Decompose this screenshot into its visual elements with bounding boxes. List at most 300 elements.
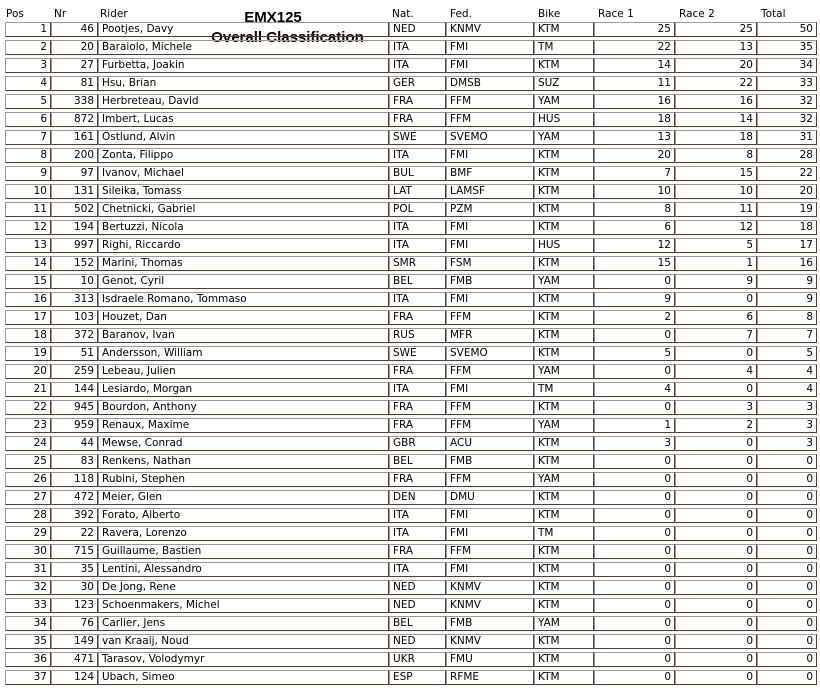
cell-race2: 0 [675,634,757,649]
cell-pos: 21 [5,382,51,397]
cell-total: 17 [757,238,817,253]
cell-bike: KTM [534,184,594,199]
table-row [5,364,818,382]
cell-race2: 12 [675,220,757,235]
cell-total: 33 [757,76,817,91]
table-row [5,220,818,238]
cell-nr: 194 [51,220,98,235]
cell-rider: Isdraele Romano, Tommaso [98,292,389,307]
cell-total: 22 [757,166,817,181]
table-row [5,148,818,166]
cell-bike: KTM [534,580,594,595]
cell-bike: YAM [534,94,594,109]
cell-rider: De Jong, Rene [98,580,389,595]
cell-pos: 29 [5,526,51,541]
cell-race1: 0 [594,328,675,343]
cell-rider: Ivanov, Michael [98,166,389,181]
cell-rider: Chetnicki, Gabriel [98,202,389,217]
cell-total: 32 [757,94,817,109]
cell-total: 0 [757,562,817,577]
cell-race2: 0 [675,382,757,397]
table-row [5,508,818,526]
cell-race2: 22 [675,76,757,91]
cell-pos: 8 [5,148,51,163]
cell-nr: 27 [51,58,98,73]
cell-rider: Baranov, Ivan [98,328,389,343]
cell-race2: 3 [675,400,757,415]
cell-pos: 4 [5,76,51,91]
cell-rider: Bourdon, Anthony [98,400,389,415]
cell-total: 8 [757,310,817,325]
cell-nat: ITA [389,508,446,523]
cell-race2: 6 [675,310,757,325]
table-row [5,670,818,688]
header-race2: Race 2 [679,8,715,20]
cell-pos: 22 [5,400,51,415]
cell-race1: 18 [594,112,675,127]
cell-pos: 20 [5,364,51,379]
cell-rider: Mewse, Conrad [98,436,389,451]
cell-nr: 161 [51,130,98,145]
cell-race1: 16 [594,94,675,109]
cell-nat: ITA [389,292,446,307]
cell-race2: 18 [675,130,757,145]
cell-fed: FMI [446,58,534,73]
cell-bike: HUS [534,238,594,253]
cell-nr: 144 [51,382,98,397]
cell-nr: 51 [51,346,98,361]
cell-rider: van Kraaij, Noud [98,634,389,649]
table-row [5,616,818,634]
cell-nr: 131 [51,184,98,199]
cell-nat: GER [389,76,446,91]
cell-nat: ITA [389,238,446,253]
cell-race1: 13 [594,130,675,145]
table-row [5,202,818,220]
cell-race2: 0 [675,616,757,631]
cell-pos: 27 [5,490,51,505]
cell-rider: Furbetta, Joakin [98,58,389,73]
table-row [5,166,818,184]
cell-pos: 37 [5,670,51,685]
cell-bike: KTM [534,292,594,307]
cell-pos: 34 [5,616,51,631]
cell-bike: YAM [534,418,594,433]
cell-nat: ITA [389,526,446,541]
cell-rider: Meier, Glen [98,490,389,505]
cell-race2: 0 [675,652,757,667]
cell-pos: 11 [5,202,51,217]
cell-rider: Rubini, Stephen [98,472,389,487]
cell-race1: 7 [594,166,675,181]
cell-total: 16 [757,256,817,271]
cell-nat: NED [389,580,446,595]
cell-rider: Herbreteau, David [98,94,389,109]
cell-race2: 0 [675,670,757,685]
cell-nat: BEL [389,274,446,289]
cell-nat: RUS [389,328,446,343]
table-row [5,184,818,202]
cell-rider: Schoenmakers, Michel [98,598,389,613]
cell-total: 0 [757,634,817,649]
cell-pos: 23 [5,418,51,433]
cell-fed: FMB [446,616,534,631]
cell-pos: 31 [5,562,51,577]
cell-nat: BEL [389,616,446,631]
cell-fed: FFM [446,112,534,127]
cell-bike: HUS [534,112,594,127]
cell-nr: 997 [51,238,98,253]
cell-pos: 1 [5,22,51,37]
cell-race2: 0 [675,508,757,523]
cell-bike: SUZ [534,76,594,91]
cell-fed: MFR [446,328,534,343]
cell-pos: 16 [5,292,51,307]
cell-nat: UKR [389,652,446,667]
cell-rider: Lentini, Alessandro [98,562,389,577]
cell-fed: FMI [446,562,534,577]
cell-race1: 0 [594,598,675,613]
cell-nr: 259 [51,364,98,379]
cell-race2: 10 [675,184,757,199]
cell-nat: SMR [389,256,446,271]
cell-race1: 0 [594,634,675,649]
cell-race1: 14 [594,58,675,73]
cell-fed: FMI [446,526,534,541]
cell-nr: 472 [51,490,98,505]
header-nr: Nr [54,8,67,20]
table-row [5,238,818,256]
cell-pos: 18 [5,328,51,343]
cell-race2: 15 [675,166,757,181]
cell-pos: 33 [5,598,51,613]
cell-fed: KNMV [446,580,534,595]
header-pos: Pos [6,8,24,20]
cell-rider: Andersson, William [98,346,389,361]
cell-nr: 471 [51,652,98,667]
cell-nr: 22 [51,526,98,541]
cell-pos: 15 [5,274,51,289]
cell-race1: 0 [594,490,675,505]
cell-race2: 0 [675,436,757,451]
cell-fed: FMI [446,40,534,55]
cell-fed: FFM [446,94,534,109]
cell-fed: FMU [446,652,534,667]
cell-race2: 1 [675,256,757,271]
cell-fed: FMI [446,508,534,523]
table-row [5,634,818,652]
cell-nr: 945 [51,400,98,415]
cell-race2: 9 [675,274,757,289]
cell-fed: SVEMO [446,346,534,361]
cell-rider: Sileika, Tomass [98,184,389,199]
table-row [5,130,818,148]
table-row [5,490,818,508]
cell-rider: Renkens, Nathan [98,454,389,469]
cell-rider: Zonta, Filippo [98,148,389,163]
table-row [5,598,818,616]
table-row [5,580,818,598]
cell-total: 28 [757,148,817,163]
cell-rider: Ostlund, Alvin [98,130,389,145]
cell-bike: YAM [534,274,594,289]
cell-total: 0 [757,490,817,505]
cell-race1: 4 [594,382,675,397]
cell-bike: KTM [534,436,594,451]
cell-total: 4 [757,382,817,397]
cell-total: 3 [757,400,817,415]
cell-race2: 0 [675,292,757,307]
cell-total: 0 [757,508,817,523]
cell-nr: 123 [51,598,98,613]
cell-rider: Righi, Riccardo [98,238,389,253]
cell-nat: ITA [389,40,446,55]
cell-nr: 313 [51,292,98,307]
cell-race2: 25 [675,22,757,37]
table-row [5,652,818,670]
table-row [5,382,818,400]
cell-race2: 0 [675,598,757,613]
cell-race1: 2 [594,310,675,325]
cell-total: 3 [757,418,817,433]
cell-race1: 8 [594,202,675,217]
header-fed: Fed. [450,8,472,20]
cell-pos: 6 [5,112,51,127]
cell-nat: ITA [389,220,446,235]
cell-pos: 28 [5,508,51,523]
cell-nr: 715 [51,544,98,559]
cell-nat: SWE [389,130,446,145]
table-row [5,94,818,112]
cell-pos: 12 [5,220,51,235]
cell-rider: Lesiardo, Morgan [98,382,389,397]
cell-total: 7 [757,328,817,343]
cell-nat: FRA [389,472,446,487]
cell-bike: KTM [534,310,594,325]
cell-nat: LAT [389,184,446,199]
cell-total: 0 [757,598,817,613]
table-row [5,418,818,436]
table-row [5,436,818,454]
cell-race1: 0 [594,616,675,631]
cell-fed: FFM [446,364,534,379]
cell-race1: 20 [594,148,675,163]
results-table [5,22,818,688]
cell-total: 0 [757,454,817,469]
cell-total: 20 [757,184,817,199]
cell-total: 0 [757,652,817,667]
cell-nat: ITA [389,562,446,577]
table-row [5,562,818,580]
table-row [5,310,818,328]
cell-bike: KTM [534,454,594,469]
cell-race2: 0 [675,454,757,469]
header-nat: Nat. [392,8,414,20]
cell-race1: 25 [594,22,675,37]
cell-nat: ITA [389,148,446,163]
cell-bike: YAM [534,364,594,379]
cell-bike: KTM [534,166,594,181]
cell-bike: YAM [534,616,594,631]
cell-total: 19 [757,202,817,217]
cell-rider: Marini, Thomas [98,256,389,271]
cell-bike: KTM [534,256,594,271]
cell-race1: 6 [594,220,675,235]
cell-total: 3 [757,436,817,451]
cell-nr: 35 [51,562,98,577]
table-row [5,112,818,130]
cell-nat: DEN [389,490,446,505]
cell-race2: 0 [675,526,757,541]
cell-nat: POL [389,202,446,217]
cell-nat: NED [389,634,446,649]
cell-nat: ITA [389,58,446,73]
cell-race2: 20 [675,58,757,73]
cell-fed: FMI [446,292,534,307]
cell-bike: KTM [534,634,594,649]
cell-rider: Ubach, Simeo [98,670,389,685]
cell-total: 0 [757,616,817,631]
cell-total: 0 [757,544,817,559]
cell-total: 18 [757,220,817,235]
cell-nr: 44 [51,436,98,451]
cell-nr: 30 [51,580,98,595]
cell-bike: YAM [534,472,594,487]
cell-nr: 152 [51,256,98,271]
table-row [5,22,818,40]
table-row [5,544,818,562]
cell-bike: KTM [534,562,594,577]
cell-fed: FFM [446,310,534,325]
cell-race2: 0 [675,580,757,595]
cell-race2: 8 [675,148,757,163]
cell-fed: BMF [446,166,534,181]
cell-race2: 0 [675,562,757,577]
cell-total: 0 [757,580,817,595]
cell-nr: 959 [51,418,98,433]
cell-bike: KTM [534,598,594,613]
cell-nat: FRA [389,112,446,127]
header-total: Total [761,8,786,20]
cell-fed: LAMSF [446,184,534,199]
cell-rider: Renaux, Maxime [98,418,389,433]
cell-total: 50 [757,22,817,37]
cell-nr: 97 [51,166,98,181]
cell-bike: YAM [534,130,594,145]
cell-rider: Bertuzzi, Nicola [98,220,389,235]
cell-race1: 0 [594,580,675,595]
cell-bike: KTM [534,58,594,73]
cell-race2: 0 [675,472,757,487]
cell-total: 5 [757,346,817,361]
cell-total: 31 [757,130,817,145]
cell-nat: FRA [389,400,446,415]
cell-race1: 0 [594,400,675,415]
cell-fed: FMI [446,382,534,397]
cell-fed: DMU [446,490,534,505]
table-row [5,256,818,274]
cell-fed: FFM [446,472,534,487]
cell-nr: 200 [51,148,98,163]
cell-fed: FMB [446,274,534,289]
cell-race2: 2 [675,418,757,433]
cell-nr: 149 [51,634,98,649]
cell-pos: 32 [5,580,51,595]
cell-nat: NED [389,598,446,613]
header-bike: Bike [538,8,561,20]
cell-race2: 14 [675,112,757,127]
cell-bike: KTM [534,148,594,163]
cell-nat: ITA [389,382,446,397]
cell-bike: TM [534,382,594,397]
cell-race1: 5 [594,346,675,361]
cell-nr: 20 [51,40,98,55]
cell-rider: Tarasov, Volodymyr [98,652,389,667]
cell-race1: 3 [594,436,675,451]
cell-pos: 19 [5,346,51,361]
cell-bike: KTM [534,202,594,217]
cell-nr: 76 [51,616,98,631]
cell-total: 0 [757,670,817,685]
cell-total: 9 [757,274,817,289]
cell-pos: 35 [5,634,51,649]
table-row [5,292,818,310]
cell-nr: 83 [51,454,98,469]
table-row [5,454,818,472]
cell-rider: Lebeau, Julien [98,364,389,379]
cell-pos: 25 [5,454,51,469]
cell-race1: 11 [594,76,675,91]
cell-fed: DMSB [446,76,534,91]
cell-fed: FFM [446,544,534,559]
cell-bike: KTM [534,346,594,361]
cell-pos: 2 [5,40,51,55]
cell-nr: 81 [51,76,98,91]
cell-rider: Guillaume, Bastien [98,544,389,559]
cell-race2: 7 [675,328,757,343]
cell-race2: 5 [675,238,757,253]
cell-race2: 0 [675,346,757,361]
cell-nr: 46 [51,22,98,37]
cell-nat: GBR [389,436,446,451]
cell-race2: 4 [675,364,757,379]
cell-race1: 10 [594,184,675,199]
cell-nr: 103 [51,310,98,325]
table-row [5,472,818,490]
cell-fed: PZM [446,202,534,217]
cell-rider: Carlier, Jens [98,616,389,631]
table-row [5,400,818,418]
cell-race1: 0 [594,274,675,289]
cell-pos: 36 [5,652,51,667]
cell-bike: TM [534,40,594,55]
cell-race1: 0 [594,544,675,559]
cell-nat: FRA [389,418,446,433]
cell-pos: 17 [5,310,51,325]
header-race1: Race 1 [598,8,634,20]
cell-fed: ACU [446,436,534,451]
cell-bike: KTM [534,670,594,685]
cell-race2: 0 [675,544,757,559]
cell-pos: 3 [5,58,51,73]
cell-fed: FFM [446,418,534,433]
cell-pos: 5 [5,94,51,109]
cell-race1: 12 [594,238,675,253]
cell-race1: 0 [594,364,675,379]
cell-nr: 10 [51,274,98,289]
cell-bike: KTM [534,652,594,667]
cell-rider: Imbert, Lucas [98,112,389,127]
